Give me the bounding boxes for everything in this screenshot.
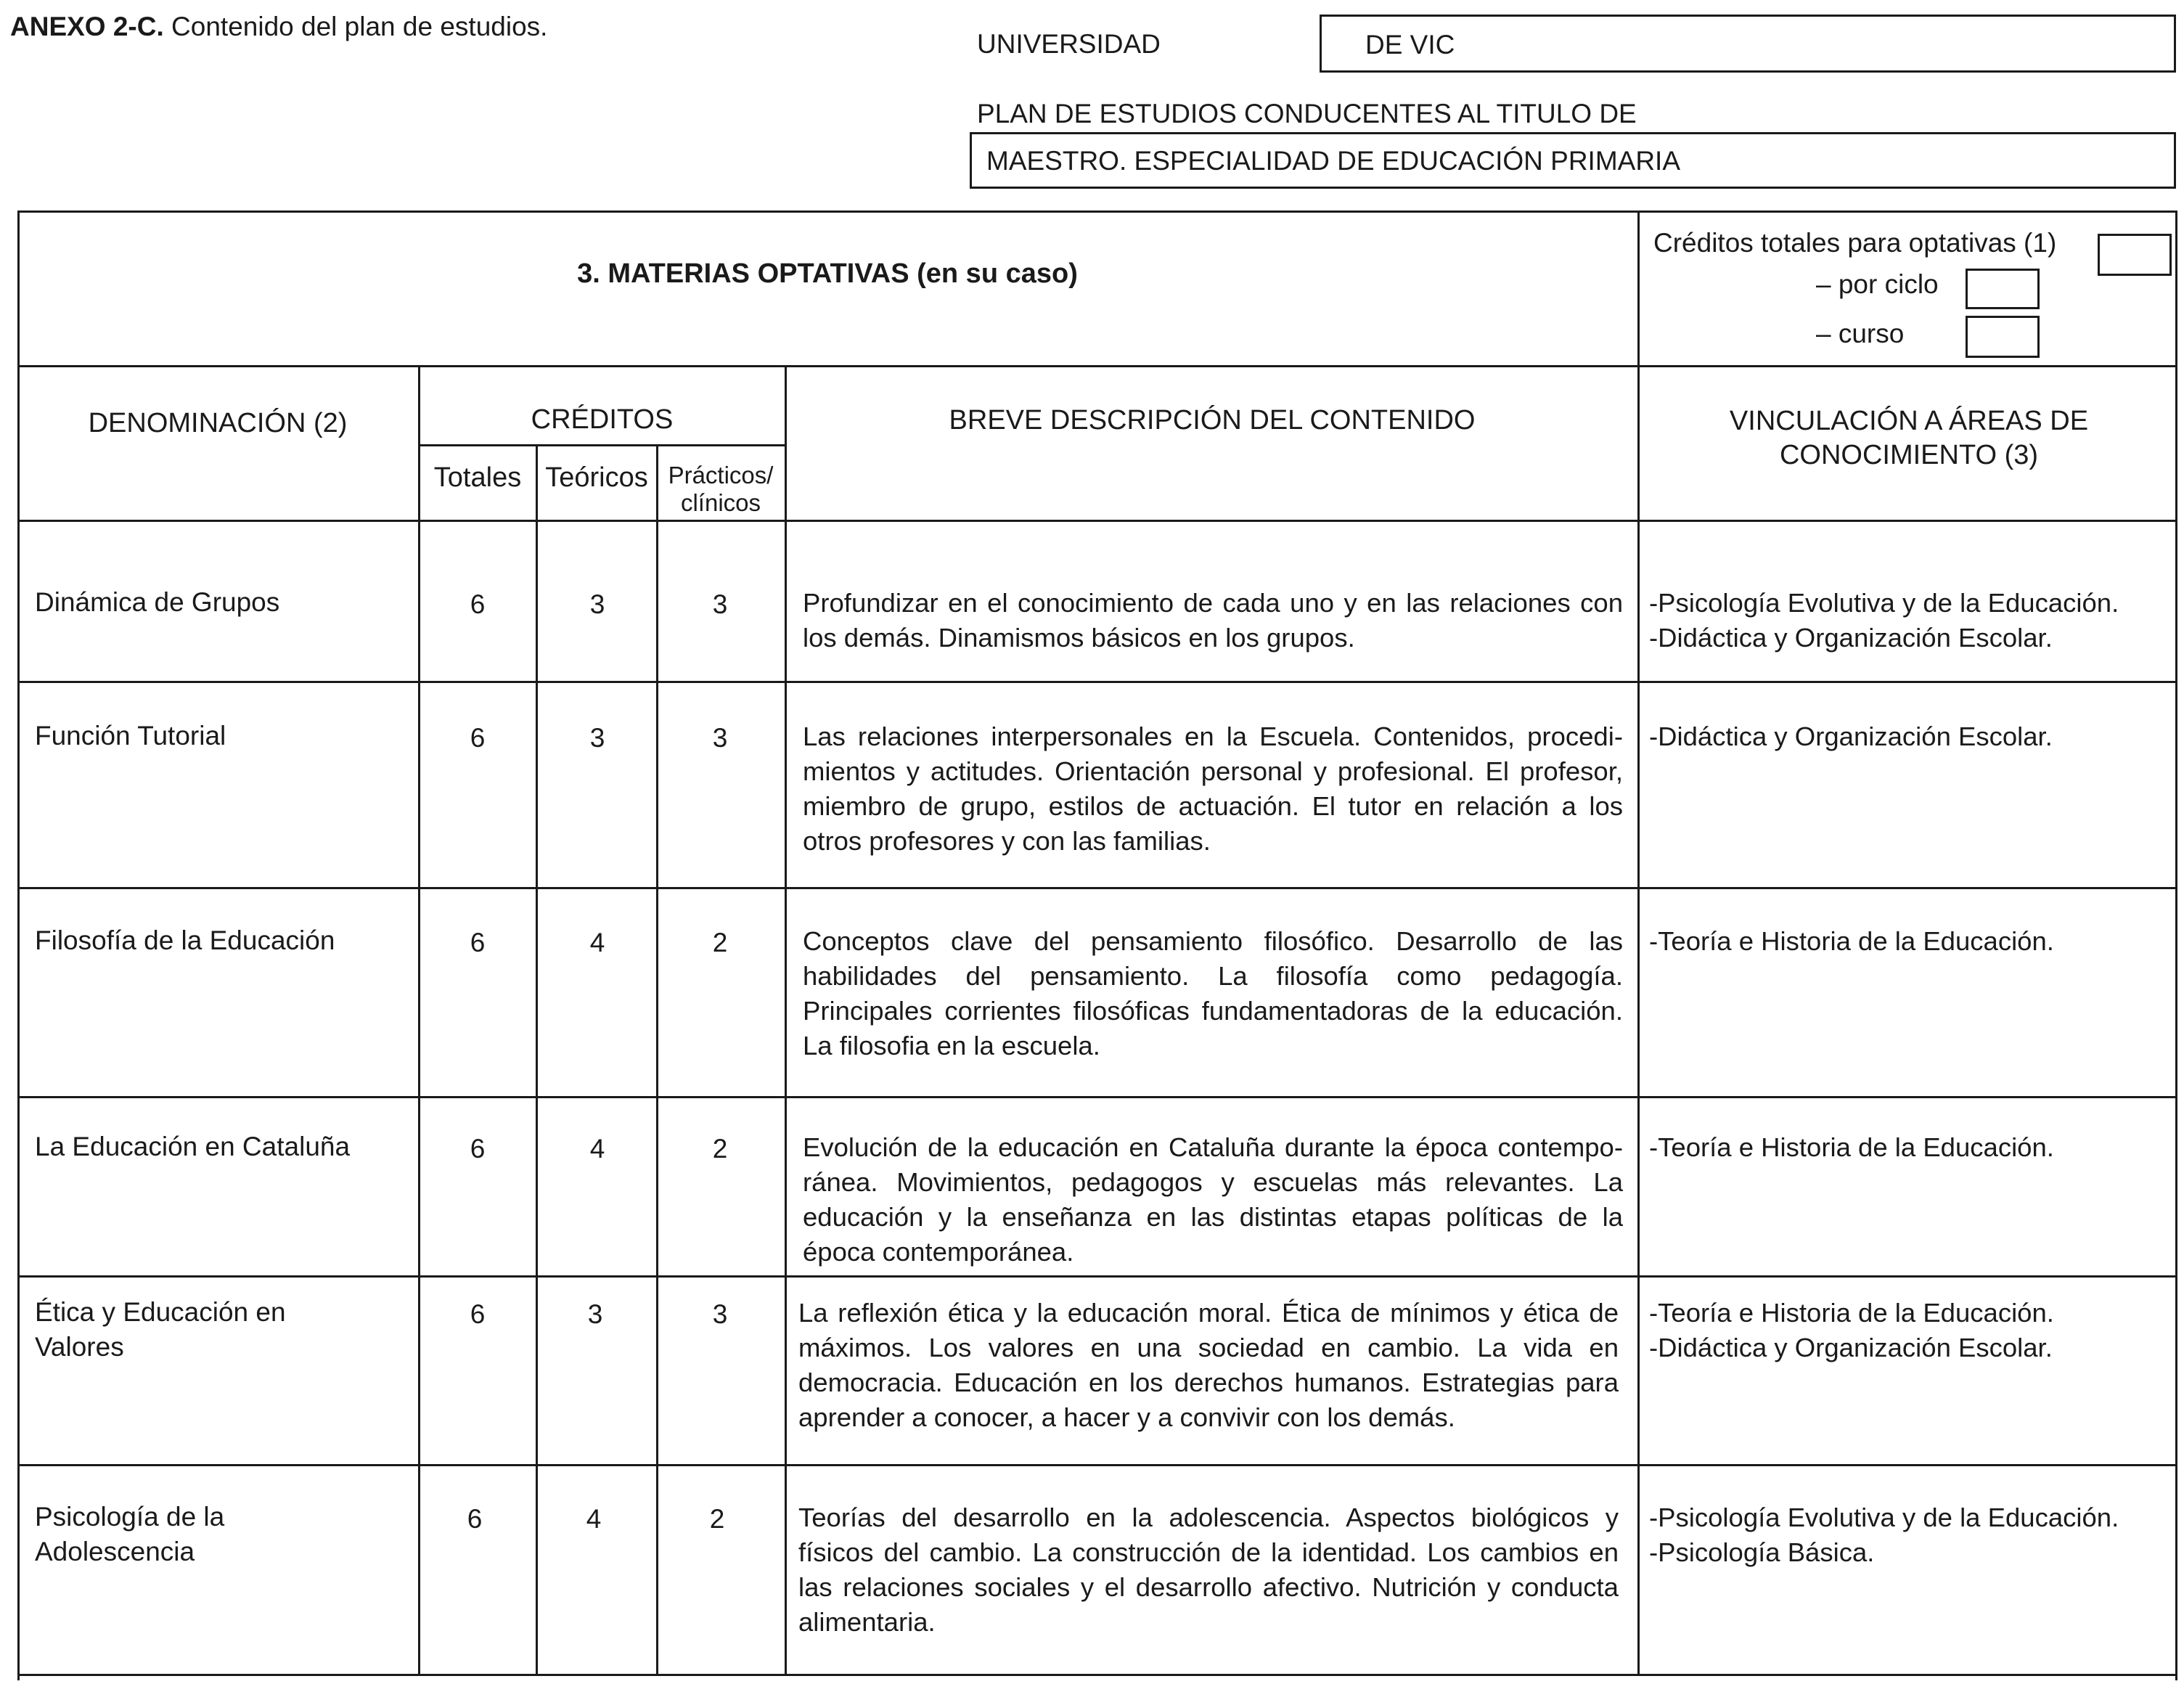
university-label: UNIVERSIDAD bbox=[977, 29, 1161, 59]
plan-field bbox=[970, 132, 2176, 189]
rule-col-denominacion bbox=[418, 365, 420, 1675]
row-teoricos: 4 bbox=[589, 1134, 605, 1164]
row-area-1: -Psicología Evolutiva y de la Educación. bbox=[1649, 588, 2119, 618]
header-totales: Totales bbox=[433, 462, 522, 493]
row-teoricos: 4 bbox=[589, 928, 605, 957]
row-area-2: -Didáctica y Organización Escolar. bbox=[1649, 1333, 2053, 1362]
row-totales: 6 bbox=[470, 589, 486, 619]
row-name: Filosofía de la Educación bbox=[35, 925, 335, 955]
rule-row-1 bbox=[17, 681, 2177, 683]
row-description: Las relaciones interpersonales en la Escuela. Contenidos, procedi-mientos y actitudes. Orientación personal y profesional. El profesor, miembro de grupo, estilos de actuación. El tutor en relación a los otros profesores y con las familias. bbox=[803, 722, 1623, 856]
row-name: Dinámica de Grupos bbox=[35, 587, 280, 617]
row-description: Conceptos clave del pensamiento filosófico. Desarrollo de las habilidades del pensamiento. La filosofía como pedagogía. Principales corrientes filosóficas fundamentadoras de la educación. La filosofia en la escuela. bbox=[803, 926, 1623, 1060]
row-description: La reflexión ética y la educación moral. Ética de mínimos y ética de máximos. Los valores en una sociedad en cambio. La vida en democracia. Educación en los derechos humanos. Estrategias para aprender a conocer, a hacer y a convivir con los demás. bbox=[798, 1298, 1619, 1432]
per-cycle-box bbox=[1966, 269, 2040, 309]
row-description: Evolución de la educación en Cataluña durante la época contempo-ránea. Movimientos, pedagogos y escuelas más relevantes. La educación y la enseñanza en las distintas etapas políticas de la época contemporánea. bbox=[803, 1132, 1623, 1267]
row-name: Ética y Educación en Valores bbox=[35, 1297, 286, 1362]
rule-row-3 bbox=[17, 1096, 2177, 1098]
rule-col-descripcion bbox=[1637, 210, 1640, 1675]
row-description: Teorías del desarrollo en la adolescencia. Aspectos biológicos y físicos del cambio. La construcción de la identidad. Los cambios en las relaciones sociales y el desarrollo afectivo. Nutrición y conducta alimentaria. bbox=[798, 1503, 1619, 1637]
section-title: 3. MATERIAS OPTATIVAS (en su caso) bbox=[577, 258, 1078, 289]
row-teoricos: 3 bbox=[587, 1299, 603, 1329]
annex-heading bbox=[10, 13, 547, 40]
credits-total-label: Créditos totales para optativas (1) bbox=[1653, 228, 2057, 258]
row-name: La Educación en Cataluña bbox=[35, 1132, 351, 1161]
university-value: DE VIC bbox=[1365, 30, 1455, 60]
row-name: Función Tutorial bbox=[35, 721, 226, 751]
header-vinculacion: VINCULACIÓN A ÁREAS DE CONOCIMIENTO (3) bbox=[1729, 406, 2089, 470]
row-area-2: -Didáctica y Organización Escolar. bbox=[1649, 623, 2053, 653]
row-area-1: -Teoría e Historia de la Educación. bbox=[1649, 926, 2054, 956]
rule-title-bottom bbox=[17, 365, 2177, 367]
header-teoricos: Teóricos bbox=[545, 462, 648, 493]
row-teoricos: 3 bbox=[589, 723, 605, 753]
header-creditos: CRÉDITOS bbox=[531, 404, 674, 435]
course-box bbox=[1966, 316, 2040, 358]
row-totales: 6 bbox=[470, 928, 486, 957]
credits-total-box bbox=[2098, 234, 2172, 276]
row-teoricos: 3 bbox=[589, 589, 605, 619]
rule-col-practicos bbox=[785, 365, 787, 1675]
row-area-1: -Didáctica y Organización Escolar. bbox=[1649, 722, 2053, 751]
row-area-2: -Psicología Básica. bbox=[1649, 1537, 1875, 1567]
rule-header-bottom bbox=[17, 520, 2177, 522]
annex-text: Contenido del plan de estudios. bbox=[171, 12, 548, 41]
row-name: Psicología de la Adolescencia bbox=[35, 1502, 225, 1566]
rule-credits-sub bbox=[420, 444, 786, 446]
row-practicos: 2 bbox=[712, 1134, 728, 1164]
row-area-1: -Teoría e Historia de la Educación. bbox=[1649, 1132, 2054, 1162]
rule-row-4 bbox=[17, 1275, 2177, 1278]
row-totales: 6 bbox=[467, 1504, 483, 1534]
annex-label: ANEXO 2-C. bbox=[10, 12, 164, 41]
row-description: Profundizar en el conocimiento de cada uno y en las relaciones con los demás. Dinamismos básicos en los grupos. bbox=[803, 588, 1623, 653]
university-field bbox=[1320, 15, 2176, 73]
row-practicos: 3 bbox=[712, 1299, 728, 1329]
plan-label: PLAN DE ESTUDIOS CONDUCENTES AL TITULO DE bbox=[977, 99, 1637, 128]
rule-row-2 bbox=[17, 887, 2177, 889]
row-area-1: -Psicología Evolutiva y de la Educación. bbox=[1649, 1503, 2119, 1532]
row-practicos: 3 bbox=[712, 723, 728, 753]
rule-col-teoricos bbox=[656, 444, 658, 1675]
row-practicos: 3 bbox=[712, 589, 728, 619]
header-practicos: Prácticos/ clínicos bbox=[668, 462, 774, 516]
per-cycle-label: – por ciclo bbox=[1816, 269, 1939, 299]
rule-table-bottom bbox=[17, 1674, 2177, 1676]
row-totales: 6 bbox=[470, 1299, 486, 1329]
course-label: – curso bbox=[1816, 319, 1905, 348]
header-denominacion: DENOMINACIÓN (2) bbox=[88, 408, 348, 438]
row-teoricos: 4 bbox=[586, 1504, 602, 1534]
row-totales: 6 bbox=[470, 1134, 486, 1164]
rule-row-5 bbox=[17, 1464, 2177, 1466]
header-descripcion: BREVE DESCRIPCIÓN DEL CONTENIDO bbox=[949, 405, 1476, 436]
plan-value: MAESTRO. ESPECIALIDAD DE EDUCACIÓN PRIMARIA bbox=[986, 146, 1681, 176]
row-totales: 6 bbox=[470, 723, 486, 753]
row-area-1: -Teoría e Historia de la Educación. bbox=[1649, 1298, 2054, 1328]
rule-col-totales bbox=[536, 444, 538, 1675]
row-practicos: 2 bbox=[712, 928, 728, 957]
row-practicos: 2 bbox=[709, 1504, 725, 1534]
